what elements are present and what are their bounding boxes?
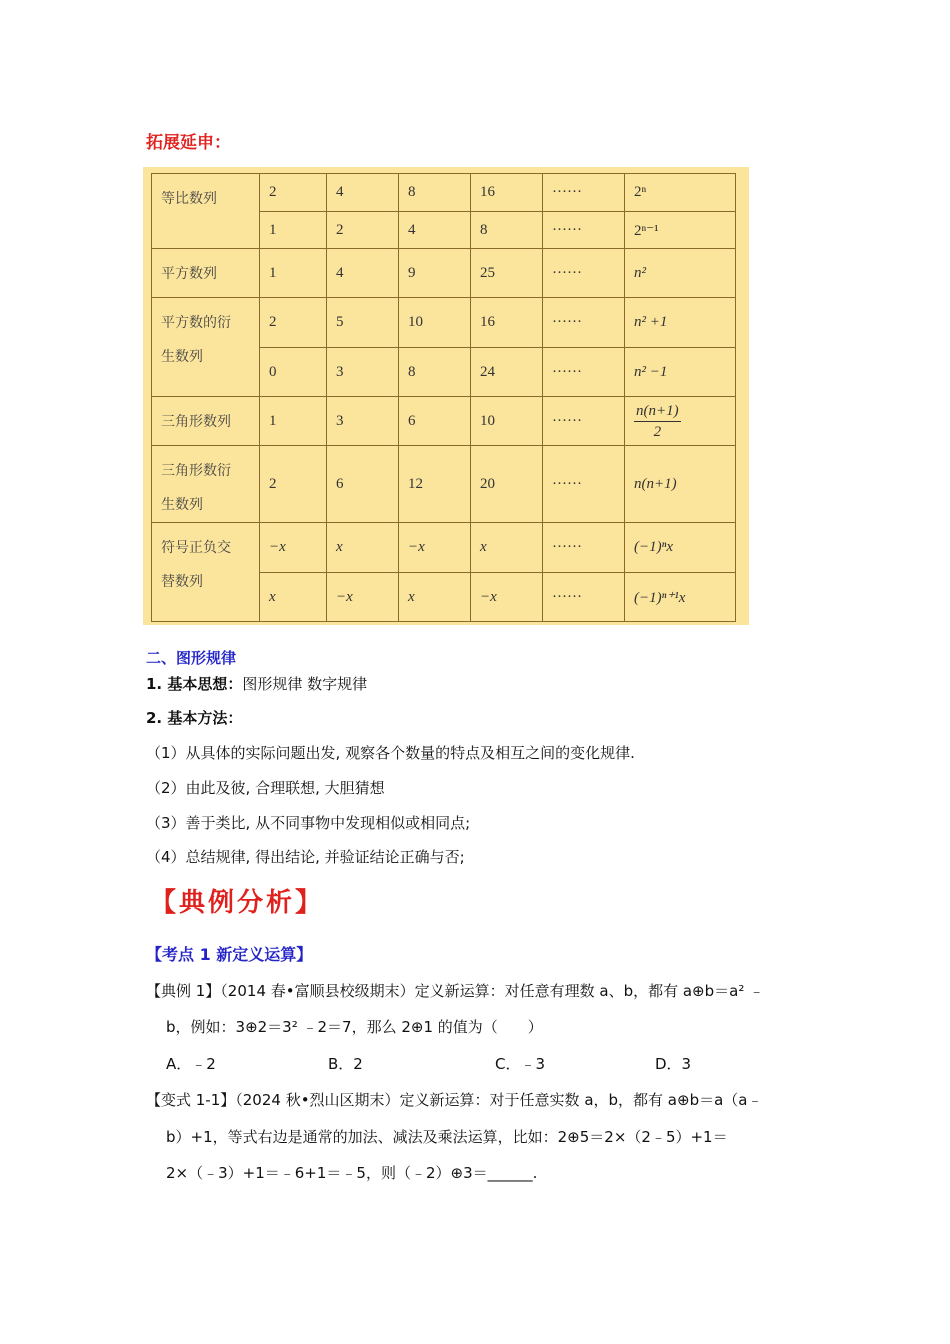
table-cell: 2 [260,174,327,212]
table-cell: 3 [327,348,399,397]
table-cell: 2ⁿ [625,174,736,212]
table-cell: ······ [543,397,625,446]
example-analysis-title: 【典例分析】 [150,888,325,918]
fraction-denominator: 2 [653,423,662,440]
table-row [152,298,736,348]
method-3: （3）善于类比, 从不同事物中发现相似或相同点; [146,814,471,832]
table-cell: 4 [327,174,399,212]
table-cell: n² [625,249,736,298]
fraction [634,401,681,442]
table-cell: ······ [543,249,625,298]
table-row [152,249,736,298]
table-cell: 10 [471,397,543,446]
table-cell: x [471,523,543,573]
table-cell: 6 [399,397,471,446]
row-label-line: 平方数的衍 [161,315,231,331]
row-label [152,174,260,249]
sequence-table-image [143,167,749,625]
table-cell: 9 [399,249,471,298]
table-cell: 10 [399,298,471,348]
row-label-line: 符号正负交 [161,540,231,556]
row-label-line: 三角形数衍 [161,463,231,479]
variant1-line1: 【变式 1-1】（2024 秋•烈山区期末）定义新运算：对于任意实数 a，b，都有 a⊕b＝a（a﹣ [146,1091,763,1109]
kaodian-title: 【考点 1 新定义运算】 [146,945,313,964]
table-cell: ······ [543,348,625,397]
table-cell: ······ [543,174,625,212]
table-row [152,446,736,523]
table-cell: 12 [399,446,471,523]
table-cell: 6 [327,446,399,523]
table-cell: x [399,573,471,622]
method-1: （1）从具体的实际问题出发, 观察各个数量的特点及相互之间的变化规律. [146,744,635,762]
option-d: D．3 [655,1055,692,1073]
table-cell: 8 [471,212,543,249]
table-cell: ······ [543,298,625,348]
table-cell: 2 [327,212,399,249]
method-2: （2）由此及彼, 合理联想, 大胆猜想 [146,779,385,797]
example1-line1: 【典例 1】（2014 春•富顺县校级期末）定义新运算：对任意有理数 a、b，都有 a⊕b＝a² ﹣ [146,982,765,1000]
table-cell: −x [471,573,543,622]
fraction-numerator: n(n+1) [634,401,681,422]
table-cell: 1 [260,212,327,249]
table-cell: 5 [327,298,399,348]
table-cell: 1 [260,249,327,298]
sequence-table [151,173,736,622]
table-row [152,174,736,212]
variant1-line3: 2×（﹣3）+1＝﹣6+1＝﹣5，则（﹣2）⊕3＝______. [166,1164,538,1182]
row-label-line: 生数列 [161,497,203,513]
row-label [152,523,260,622]
table-cell: 4 [399,212,471,249]
table-cell: −x [399,523,471,573]
table-cell: x [327,523,399,573]
table-cell: 0 [260,348,327,397]
table-cell: ······ [543,573,625,622]
table-cell: 8 [399,174,471,212]
row-label [152,397,260,446]
row-label-line: 三角形数列 [161,414,231,430]
table-cell: n(n+1) [625,446,736,523]
option-a: A．﹣2 [166,1055,216,1073]
table-cell: ······ [543,523,625,573]
table-cell: −x [327,573,399,622]
row-label-line: 替数列 [161,574,203,590]
table-cell: 20 [471,446,543,523]
basic-idea [146,673,367,694]
table-cell: 2 [260,446,327,523]
table-cell: 25 [471,249,543,298]
row-label-line: 等比数列 [161,191,217,207]
table-cell [625,397,736,446]
table-cell: n² +1 [625,298,736,348]
table-cell: (−1)ⁿx [625,523,736,573]
heading-extend: 拓展延申： [146,133,231,153]
basic-idea-label: 1. 基本思想： [146,675,243,693]
row-label-line: 平方数列 [161,266,217,282]
method-4: （4）总结规律, 得出结论, 并验证结论正确与否; [146,848,465,866]
table-cell: 1 [260,397,327,446]
table-row [152,523,736,573]
row-label-line: 生数列 [161,349,203,365]
table-cell: x [260,573,327,622]
table-cell: 4 [327,249,399,298]
row-label [152,298,260,397]
example1-line2: b，例如：3⊕2＝3² ﹣2＝7，那么 2⊕1 的值为（ ） [166,1018,543,1036]
table-cell: ······ [543,446,625,523]
basic-method-label: 2. 基本方法： [146,709,243,727]
table-cell: (−1)ⁿ⁺¹x [625,573,736,622]
table-cell: 16 [471,298,543,348]
basic-idea-text: 图形规律 数字规律 [242,675,368,693]
table-cell: 2 [260,298,327,348]
table-row [152,397,736,446]
table-cell: 2ⁿ⁻¹ [625,212,736,249]
row-label [152,249,260,298]
row-label [152,446,260,523]
table-cell: 3 [327,397,399,446]
variant1-line2: b）+1，等式右边是通常的加法、减法及乘法运算，比如：2⊕5＝2×（2﹣5）+1＝ [166,1128,728,1146]
table-cell: 24 [471,348,543,397]
table-cell: n² −1 [625,348,736,397]
option-b: B．2 [328,1055,363,1073]
table-cell: 8 [399,348,471,397]
table-cell: 16 [471,174,543,212]
table-cell: −x [260,523,327,573]
section2-title: 二、图形规律 [146,649,237,667]
table-cell: ······ [543,212,625,249]
option-c: C．﹣3 [495,1055,546,1073]
